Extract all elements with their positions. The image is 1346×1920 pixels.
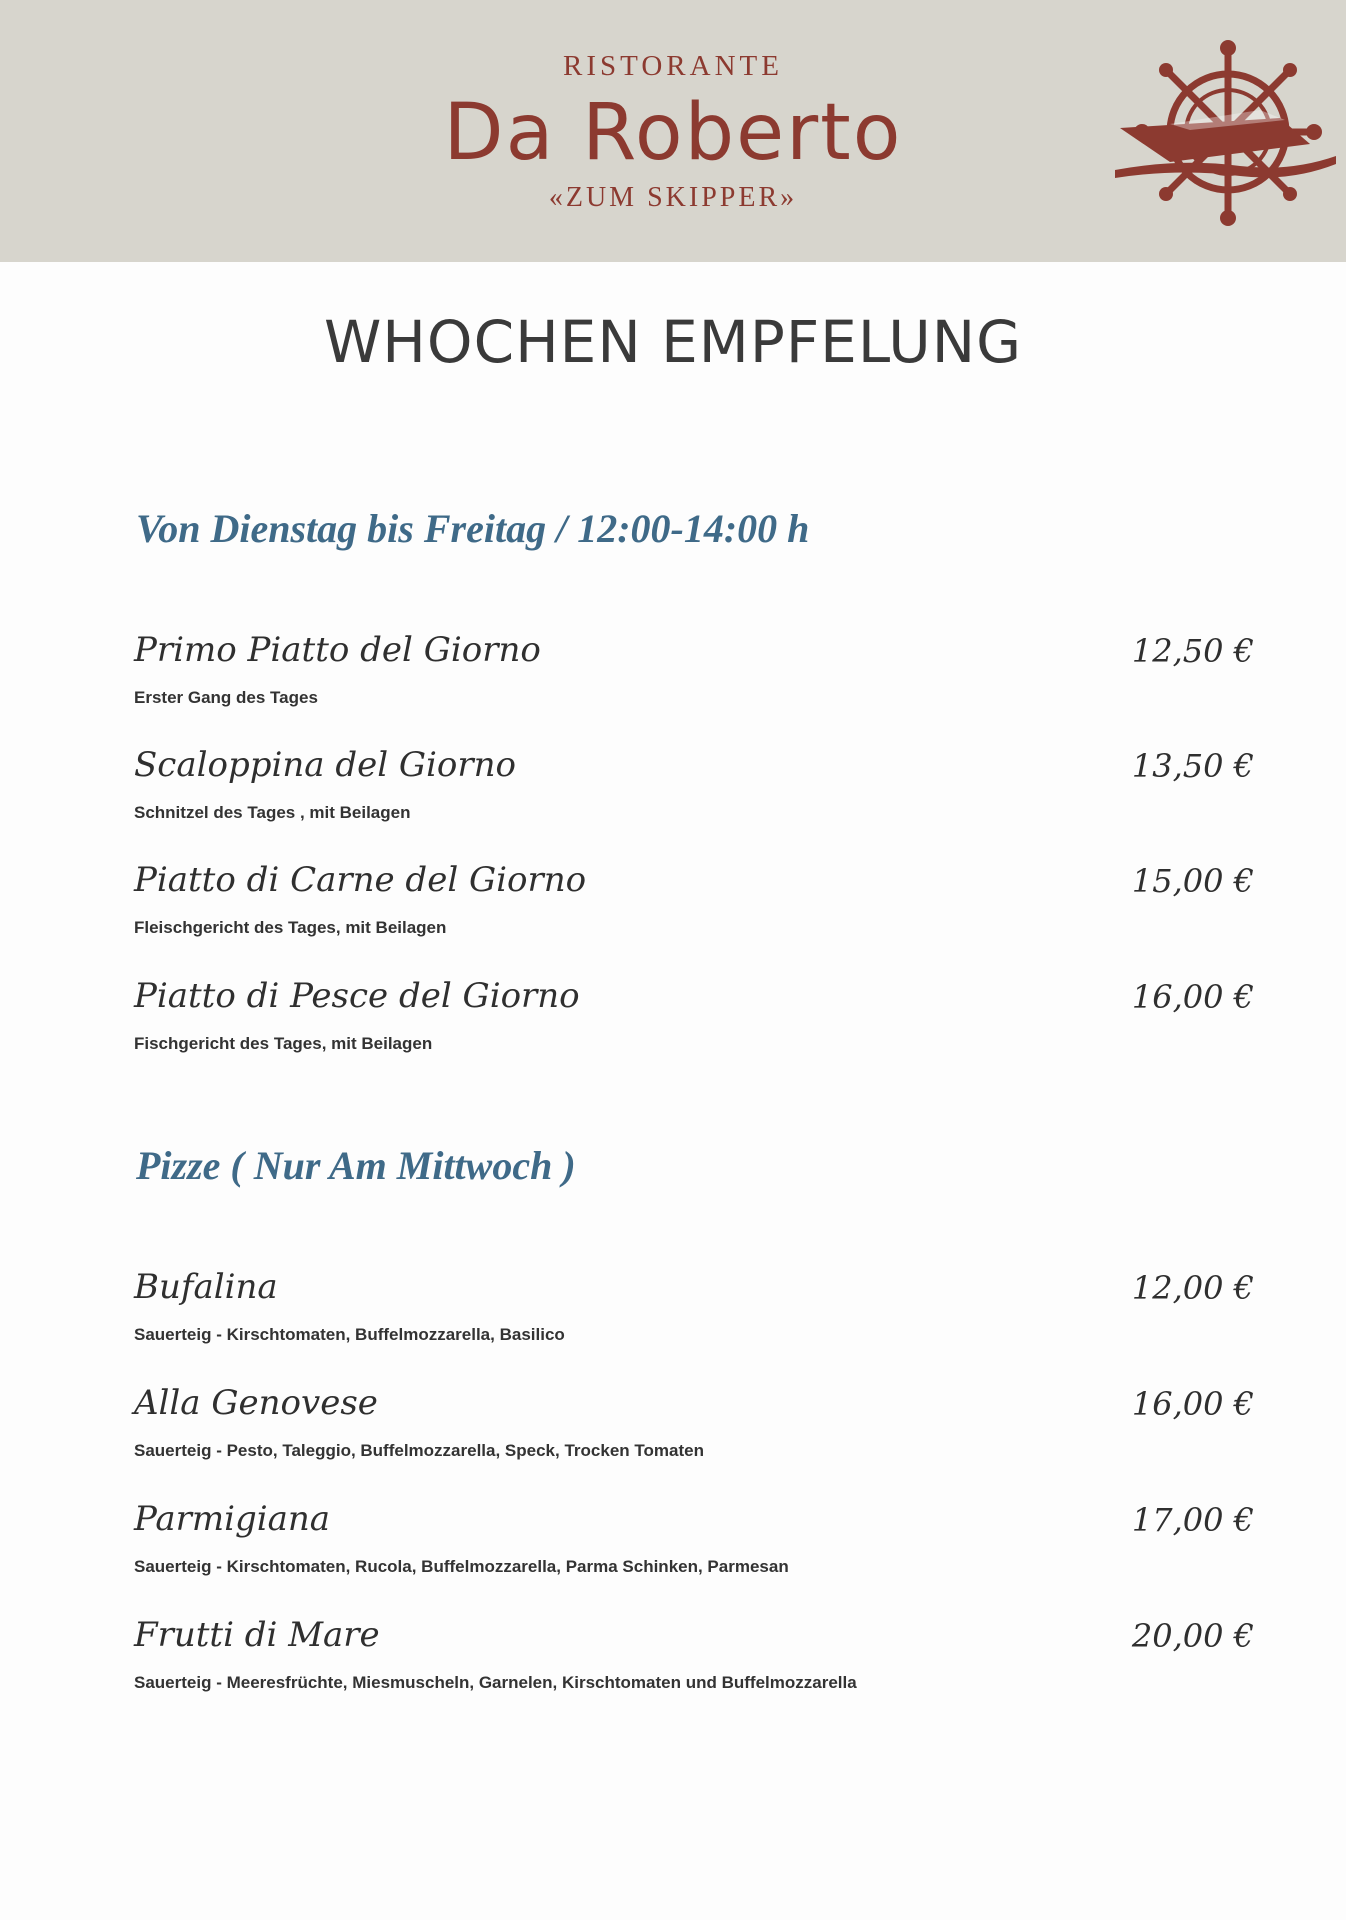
menu-item: [134, 1615, 1254, 1705]
item-price: 12,00 €: [1131, 1269, 1254, 1307]
menu-item: [134, 860, 1254, 950]
item-price: 16,00 €: [1131, 1385, 1254, 1423]
item-name: Piatto di Pesce del Giorno: [134, 976, 580, 1016]
section-title-lunch: Von Dienstag bis Freitag / 12:00-14:00 h: [136, 506, 810, 551]
menu-item: [134, 1267, 1254, 1357]
item-name: Alla Genovese: [134, 1383, 378, 1423]
item-name: Parmigiana: [134, 1499, 331, 1539]
item-description: Sauerteig - Pesto, Taleggio, Buffelmozzarella, Speck, Trocken Tomaten: [134, 1441, 704, 1460]
item-price: 15,00 €: [1131, 862, 1254, 900]
item-price: 16,00 €: [1131, 978, 1254, 1016]
restaurant-name: Da Roberto: [443, 88, 903, 178]
item-name: Bufalina: [134, 1267, 278, 1307]
item-description: Fleischgericht des Tages, mit Beilagen: [134, 918, 447, 937]
item-name: Scaloppina del Giorno: [134, 745, 517, 785]
item-description: Sauerteig - Kirschtomaten, Rucola, Buffelmozzarella, Parma Schinken, Parmesan: [134, 1557, 789, 1576]
item-description: Schnitzel des Tages , mit Beilagen: [134, 803, 411, 822]
item-name: Piatto di Carne del Giorno: [134, 860, 587, 900]
section-title-pizze: Pizze ( Nur Am Mittwoch ): [136, 1143, 576, 1188]
menu-item: [134, 745, 1254, 835]
item-price: 17,00 €: [1131, 1501, 1254, 1539]
item-name: Primo Piatto del Giorno: [134, 630, 541, 670]
ship-wheel-boat-icon: [1110, 40, 1340, 230]
item-description: Sauerteig - Kirschtomaten, Buffelmozzarella, Basilico: [134, 1325, 565, 1344]
menu-item: [134, 1499, 1254, 1589]
item-description: Fischgericht des Tages, mit Beilagen: [134, 1034, 433, 1053]
menu-item: [134, 1383, 1254, 1473]
menu-item: [134, 976, 1254, 1066]
item-price: 20,00 €: [1131, 1617, 1254, 1655]
header-band: [0, 0, 1346, 262]
item-description: Erster Gang des Tages: [134, 688, 318, 707]
restaurant-subtitle: «ZUM SKIPPER»: [548, 182, 798, 213]
item-price: 13,50 €: [1131, 747, 1254, 785]
page-title: WHOCHEN EMPFELUNG: [323, 308, 1023, 376]
item-description: Sauerteig - Meeresfrüchte, Miesmuscheln, Garnelen, Kirschtomaten und Buffelmozzarella: [134, 1673, 857, 1692]
menu-item: [134, 630, 1254, 720]
item-name: Frutti di Mare: [134, 1615, 380, 1655]
item-price: 12,50 €: [1131, 632, 1254, 670]
brand-top-line: RISTORANTE: [563, 50, 783, 82]
